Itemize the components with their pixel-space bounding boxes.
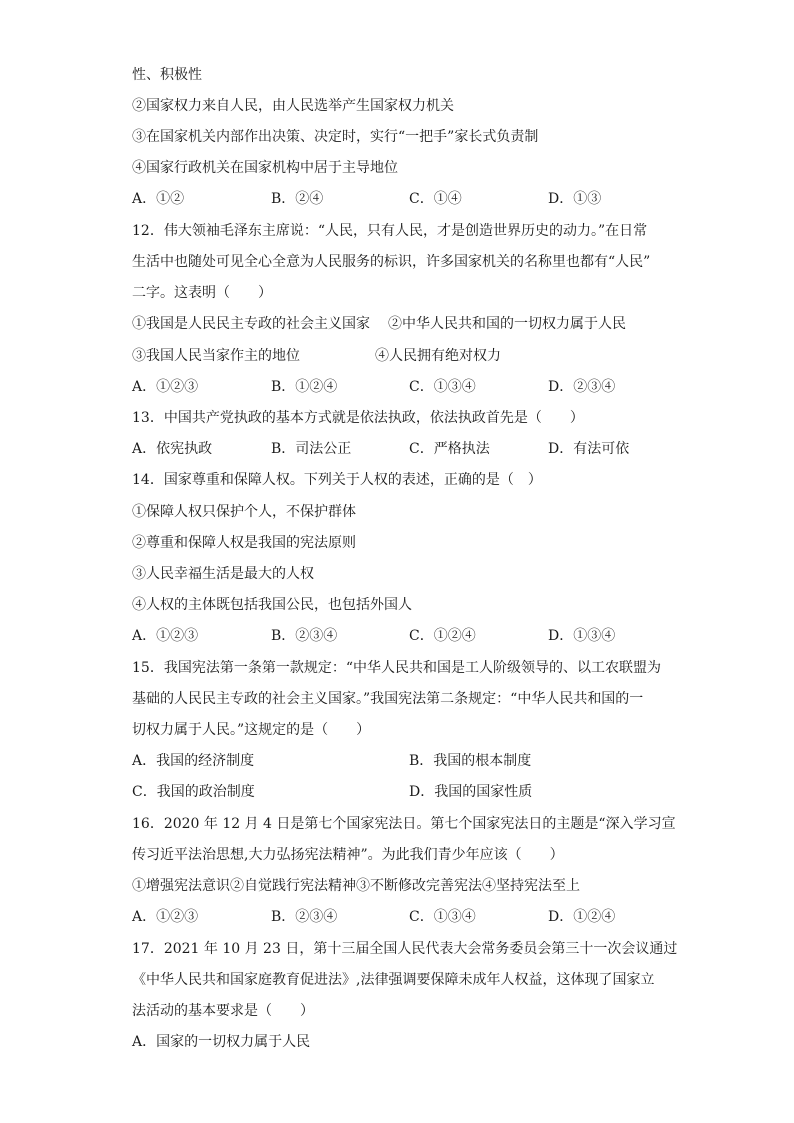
q16-option-d: D．①②④: [548, 909, 616, 925]
q11-option-c: C．①④: [409, 191, 462, 207]
q16-statements: ①增强宪法意识②自觉践行宪法精神③不断修改完善宪法④坚持宪法至上: [132, 878, 580, 894]
q14-statement-3: ③人民幸福生活是最大的人权: [132, 566, 314, 582]
q12-stem-line-2: 生活中也随处可见全心全意为人民服务的标识，许多国家机关的名称里也都有“人民”: [132, 254, 651, 270]
q11-statement-3: ③在国家机关内部作出决策、决定时，实行“一把手”家长式负责制: [132, 129, 539, 145]
q14-stem: 14．国家尊重和保障人权。下列关于人权的表述，正确的是（ ）: [132, 472, 542, 488]
q12-statement-3: ③我国人民当家作主的地位: [132, 348, 300, 364]
q12-option-d: D．②③④: [548, 379, 616, 395]
q13-option-a: A．依宪执政: [132, 441, 213, 457]
q17-stem-line-3: 法活动的基本要求是（ ）: [132, 1003, 314, 1019]
q12-statement-1: ①我国是人民民主专政的社会主义国家: [132, 316, 370, 332]
q11-statement-2: ②国家权力来自人民，由人民选举产生国家权力机关: [132, 98, 454, 114]
q15-option-c: C．我国的政治制度: [132, 784, 255, 800]
q17-option-a: A．国家的一切权力属于人民: [132, 1034, 311, 1050]
q11-option-b: B．②④: [271, 191, 324, 207]
q15-option-d: D．我国的国家性质: [409, 784, 533, 800]
q11-option-a: A．①②: [132, 191, 185, 207]
q15-option-a: A．我国的经济制度: [132, 753, 255, 769]
q14-option-c: C．①②④: [409, 628, 476, 644]
q15-option-b: B．我国的根本制度: [409, 753, 532, 769]
q15-stem-line-3: 切权力属于人民。”这规定的是（ ）: [132, 722, 371, 738]
q11-statement-4: ④国家行政机关在国家机构中居于主导地位: [132, 160, 398, 176]
q15-stem-line-2: 基础的人民民主专政的社会主义国家。”我国宪法第二条规定：“中华人民共和国的一: [132, 691, 644, 707]
q16-stem-line-2: 传习近平法治思想,大力弘扬宪法精神”。为此我们青少年应该（ ）: [132, 847, 564, 863]
q12-option-a: A．①②③: [132, 379, 199, 395]
q12-option-c: C．①③④: [409, 379, 476, 395]
q11-option-d: D．①③: [548, 191, 602, 207]
q14-option-d: D．①③④: [548, 628, 616, 644]
q16-option-a: A．①②③: [132, 909, 199, 925]
q12-statement-4: ④人民拥有绝对权力: [375, 348, 501, 364]
q13-stem: 13．中国共产党执政的基本方式就是依法执政，依法执政首先是（ ）: [132, 410, 584, 426]
q13-option-d: D．有法可依: [548, 441, 630, 457]
q13-option-b: B．司法公正: [271, 441, 352, 457]
q16-option-b: B．②③④: [271, 909, 338, 925]
q16-option-c: C．①③④: [409, 909, 476, 925]
q12-statement-2: ②中华人民共和国的一切权力属于人民: [388, 316, 626, 332]
q15-stem-line-1: 15．我国宪法第一条第一款规定：“中华人民共和国是工人阶级领导的、以工农联盟为: [132, 660, 661, 676]
q14-statement-4: ④人权的主体既包括我国公民，也包括外国人: [132, 597, 412, 613]
q14-statement-1: ①保障人权只保护个人，不保护群体: [132, 504, 356, 520]
q13-option-c: C．严格执法: [409, 441, 490, 457]
q14-option-a: A．①②③: [132, 628, 199, 644]
q12-option-b: B．①②④: [271, 379, 338, 395]
q16-stem-line-1: 16．2020 年 12 月 4 日是第七个国家宪法日。第七个国家宪法日的主题是“深入学习宣: [132, 816, 676, 832]
q17-stem-line-1: 17．2021 年 10 月 23 日，第十三届全国人民代表大会常务委员会第三十一次会议通过: [132, 941, 678, 957]
q17-stem-line-2: 《中华人民共和国家庭教育促进法》,法律强调要保障未成年人权益，这体现了国家立: [132, 972, 655, 988]
q14-option-b: B．②③④: [271, 628, 338, 644]
q12-stem-line-3: 二字。这表明（ ）: [132, 285, 272, 301]
q12-stem-line-1: 12．伟大领袖毛泽东主席说：“人民，只有人民，才是创造世界历史的动力。”在日常: [132, 223, 648, 239]
q11-continuation: 性、积极性: [132, 67, 202, 83]
q14-statement-2: ②尊重和保障人权是我国的宪法原则: [132, 535, 356, 551]
